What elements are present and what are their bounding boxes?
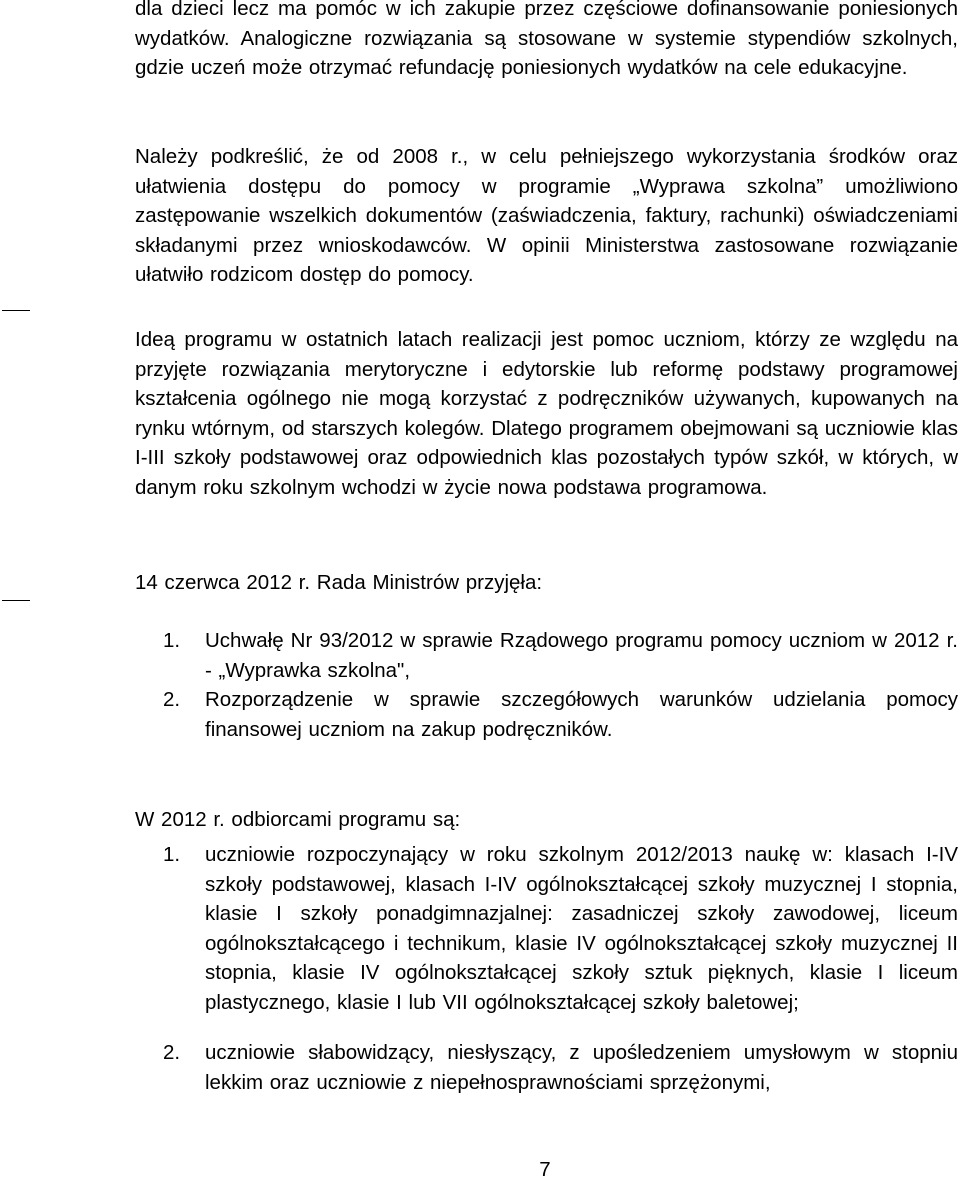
paragraph-recipients-intro: W 2012 r. odbiorcami programu są: [135, 808, 461, 831]
paragraph-program-idea: Ideą programu w ostatnich latach realizacji jest pomoc uczniom, którzy ze względu na przyjęte rozwiązania merytoryczne i edytorskie lub reformę podstawy programowej kształcenia ogólnego nie mogą korzystać z podręczników używanych, kupowanych na rynku wtórnym, od starszych kolegów. Dlatego programem obejmowani są uczniowie klas I-III szkoły podstawowej oraz odpowiednich klas pozostałych typów szkół, w których, w danym roku szkolnym wchodzi w życie nowa podstawa programowa. [135, 328, 958, 499]
list-item-number: 1. [163, 843, 181, 866]
list-item-text: Uchwałę Nr 93/2012 w sprawie Rządowego programu pomocy uczniom w 2012 r. - „Wyprawka szkolna", [205, 629, 958, 682]
list-item-number: 2. [163, 688, 181, 711]
margin-mark [2, 600, 30, 601]
paragraph-cofinancing: dla dzieci lecz ma pomóc w ich zakupie przez częściowe dofinansowanie poniesionych wydatków. Analogiczne rozwiązania są stosowane w systemie stypendiów szkolnych, gdzie uczeń może otrzymać refundację poniesionych wydatków na cele edukacyjne. [135, 0, 958, 79]
adopted-documents-list [163, 626, 958, 744]
list-item-number: 1. [163, 629, 181, 652]
list-item [163, 840, 958, 1017]
list-item [163, 626, 958, 685]
recipients-list [163, 840, 958, 1097]
paragraph-declarations: Należy podkreślić, że od 2008 r., w celu pełniejszego wykorzystania środków oraz ułatwienia dostępu do pomocy w programie „Wyprawa szkolna” umożliwiono zastępowanie wszelkich dokumentów (zaświadczenia, faktury, rachunki) oświadczeniami składanymi przez wnioskodawców. W opinii Ministerstwa zastosowane rozwiązanie ułatwiło rodzicom dostęp do pomocy. [135, 145, 958, 286]
paragraph-council-adopted: 14 czerwca 2012 r. Rada Ministrów przyjęła: [135, 571, 543, 594]
margin-mark [2, 310, 30, 311]
list-item-text: Rozporządzenie w sprawie szczegółowych warunków udzielania pomocy finansowej uczniom na zakup podręczników. [205, 688, 958, 741]
list-item-number: 2. [163, 1041, 181, 1064]
list-item-text: uczniowie słabowidzący, niesłyszący, z upośledzeniem umysłowym w stopniu lekkim oraz uczniowie z niepełnosprawnościami sprzężonymi, [205, 1041, 958, 1094]
list-item [163, 685, 958, 744]
list-item [163, 1038, 958, 1097]
page-number: 7 [539, 1158, 551, 1181]
list-item-text: uczniowie rozpoczynający w roku szkolnym 2012/2013 naukę w: klasach I-IV szkoły podstawowej, klasach I-IV ogólnokształcącej szkoły muzycznej I stopnia, klasie I szkoły ponadgimnazjalnej: zasadniczej szkoły zawodowej, liceum ogólnokształcącego i technikum, klasie IV ogólnokształcącej szkoły muzycznej II stopnia, klasie IV ogólnokształcącej szkoły sztuk pięknych, klasie I liceum plastycznego, klasie I lub VII ogólnokształcącej szkoły baletowej; [205, 843, 958, 1014]
